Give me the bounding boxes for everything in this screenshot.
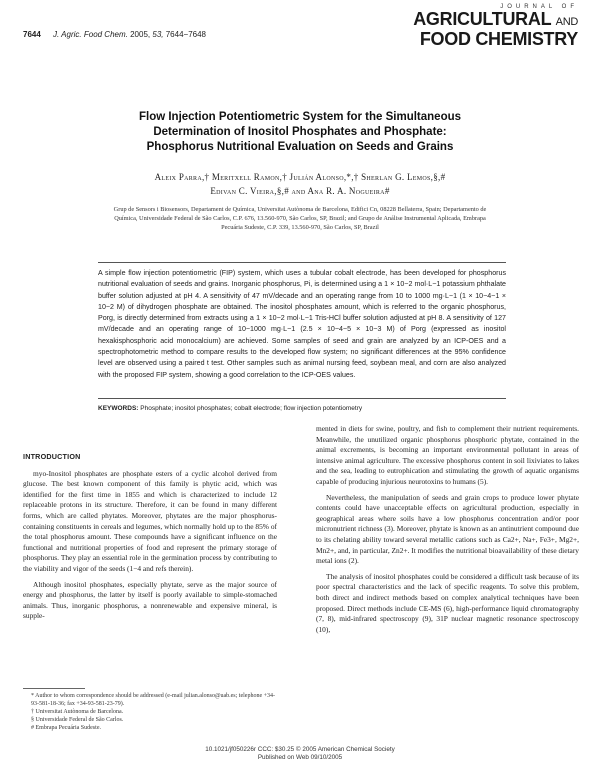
logo-journal-of: JOURNAL OF	[500, 4, 578, 10]
title-line-2: Determination of Inositol Phosphates and Phosphate:	[153, 126, 447, 138]
journal-citation: J. Agric. Food Chem.	[53, 30, 128, 39]
intro-paragraph-4: Nevertheless, the manipulation of seeds and grain crops to produce lower phytate contents could have unacceptable effects on agricultural production, especially in geographical areas where soils have a low phosphorus concentration and/or poor micronutrient richness (3). Moreover, phytate is known as an antinutrient compound due to its chelating ability toward several metallic cations such as Ca2+, Na+, Fe3+, Mg2+, Mn2+, and, in particular, Zn2+. It modifies the nutritional bioavailability of these dietary metal ions (2).	[316, 492, 579, 566]
intro-paragraph-1: myo-Inositol phosphates are phosphate esters of a cyclic alcohol derived from glucose. The best known component of this family is phytic acid, which was identified for the first time in 1855 and which is characterized to include 12 replaceable protons in its structure. Therefore, it can be found in many different forms, which are called phytates. Moreover, phytates are the major phosphorus-containing constituents in cereals and legumes, which normally hold up to the 85% of the total phosphorus amount. These compounds have a significant influence on the functional and nutritional properties of food and represent the primary storage of phosphorus. They play an essential role in the germination process by contributing to the viability and vigor of the seeds (1−4 and refs therein).	[23, 468, 277, 573]
logo-and: AND	[555, 16, 578, 28]
footnote-hash: # Embrapa Pecuária Sudeste.	[31, 725, 101, 731]
article-title	[60, 110, 540, 155]
running-header	[23, 30, 206, 39]
logo-agricultural-text: AGRICULTURAL	[413, 9, 551, 29]
doi-line: 10.1021/jf050226r CCC: $30.25 © 2005 American Chemical Society	[205, 746, 395, 753]
published-line: Published on Web 09/10/2005	[257, 754, 343, 761]
intro-paragraph-2: Although inositol phosphates, especially phytate, serve as the major source of energy and phosphorus, the latter by itself is poorly available to simple-stomached animals. Thus, inorganic phosphorus, a nonrenewable and expensive mineral, is supple-	[23, 579, 277, 621]
footnote-dagger: † Universitat Autònoma de Barcelona.	[31, 709, 124, 715]
affiliations: Grup de Sensors i Biosensors, Departament de Química, Universitat Autònoma de Barcelona, Edifici Cn, 08228 Bellaterra, Spain; Departamento de Química, Universidade Federal de São Carlos, C.P. 676, 13.560-970, São Carlos, SP, Brazil; and Grupo de Análise Instrumental Aplicada, Embrapa Pecuária Sudeste, C.P. 339, 13.560-970, São Carlos, SP, Brazil	[113, 206, 487, 231]
intro-paragraph-5: The analysis of inositol phosphates could be considered a difficult task because of its poor spectral characteristics and the lack of specific reagents. To solve this problem, both direct and indirect methods based on complex analytical techniques have been proposed. Direct methods include CE-MS (6), high-performance liquid chromatography (7, 8), mid-infrared spectroscopy (9), 31P nuclear magnetic resonance spectroscopy (10),	[316, 571, 579, 634]
logo-agricultural	[380, 11, 578, 31]
keywords-text: Phosphate; inositol phosphates; cobalt electrode; flow injection potentiometry	[140, 405, 363, 412]
footnote-section: § Universidade Federal de São Carlos.	[31, 717, 124, 723]
abstract-top-rule	[98, 262, 506, 263]
footnote-rule	[23, 688, 85, 689]
citation-volume: 53,	[152, 30, 164, 39]
keywords	[98, 405, 506, 412]
footnote-corresponding: * Author to whom correspondence should be addressed (e-mail julian.alonso@uab.es; telephone +34-93-581-18-36; fax +34-93-581-23-79).	[31, 693, 276, 707]
keywords-label: KEYWORDS:	[98, 405, 139, 412]
abstract-text: A simple flow injection potentiometric (FIP) system, which uses a tubular cobalt electrode, has been developed for phosphorus nutritional evaluation of seeds and grains. Inorganic phosphorus, Pi, is determined using a 1 × 10−2 mol·L−1 potassium phthalate buffer solution adjusted at pH 4. A sensitivity of 47 mV/decade and an operating range from 10 to 1000 mg·L−1 (1 × 10−4−1 × 10−2 M) of dihydrogen phosphate are obtained. The inositol phosphates amount, which is referred to the organic phosphorus, Porg, is directly determined from extracts using a 1 × 10−2 mol·L−1 Tris-HCl buffer solution adjusted at pH 8. A sensitivity of 127 mV/decade and an operating range of 10−1000 mg·L−1 (2.5 × 10−4−5 × 10−3 M) of Porg (expressed as inositol hexakisphosphoric acid monocalcium) are achieved. Some samples of seed and grain are analyzed by an ICP-OES and a spectrophotometric method to compare results to the developed flow system; no significant differences at the 95% confidence level are observed using a paired t test. Other samples such as animal nursing feed, soybean meal, and corn are also analyzed with the proposed FIP system, showing a good correlation to the ICP-OES values.	[98, 269, 506, 379]
intro-paragraph-3: mented in diets for swine, poultry, and fish to complement their nutrient requirements. Meanwhile, the unutilized organic phosphorus phosphoric phytate, contained in the animal excrements, is becoming an important environmental pollutant in areas of intensive animal agriculture. The excessive phosphorus content in soil lixiviates to lakes and the sea, leading to eutrophication and stimulating the growth of aquatic organisms capable of producing injurious neurotoxins to humans (5).	[316, 424, 579, 486]
citation-pages: 7644−7648	[165, 30, 206, 39]
left-column	[23, 452, 277, 622]
right-column	[316, 424, 579, 635]
title-line-3: Phosphorus Nutritional Evaluation on Seeds and Grains	[146, 141, 454, 153]
footnotes	[23, 688, 277, 732]
journal-logo	[380, 4, 578, 48]
page-footer	[150, 746, 450, 762]
author-list	[60, 170, 540, 198]
title-line-1: Flow Injection Potentiometric System for the Simultaneous	[138, 111, 462, 123]
keywords-top-rule	[98, 398, 506, 399]
page-number: 7644	[23, 30, 41, 39]
section-heading-introduction: INTRODUCTION	[23, 452, 81, 461]
authors-line-1: Aleix Parra,† Meritxell Ramon,† Julián Alonso,*,† Sherlan G. Lemos,§,#	[154, 172, 446, 182]
authors-line-2: Edivan C. Vieira,§,# and Ana R. A. Nogueira#	[210, 186, 390, 196]
citation-year: 2005,	[130, 30, 151, 39]
logo-food-chemistry: FOOD CHEMISTRY	[419, 29, 578, 49]
